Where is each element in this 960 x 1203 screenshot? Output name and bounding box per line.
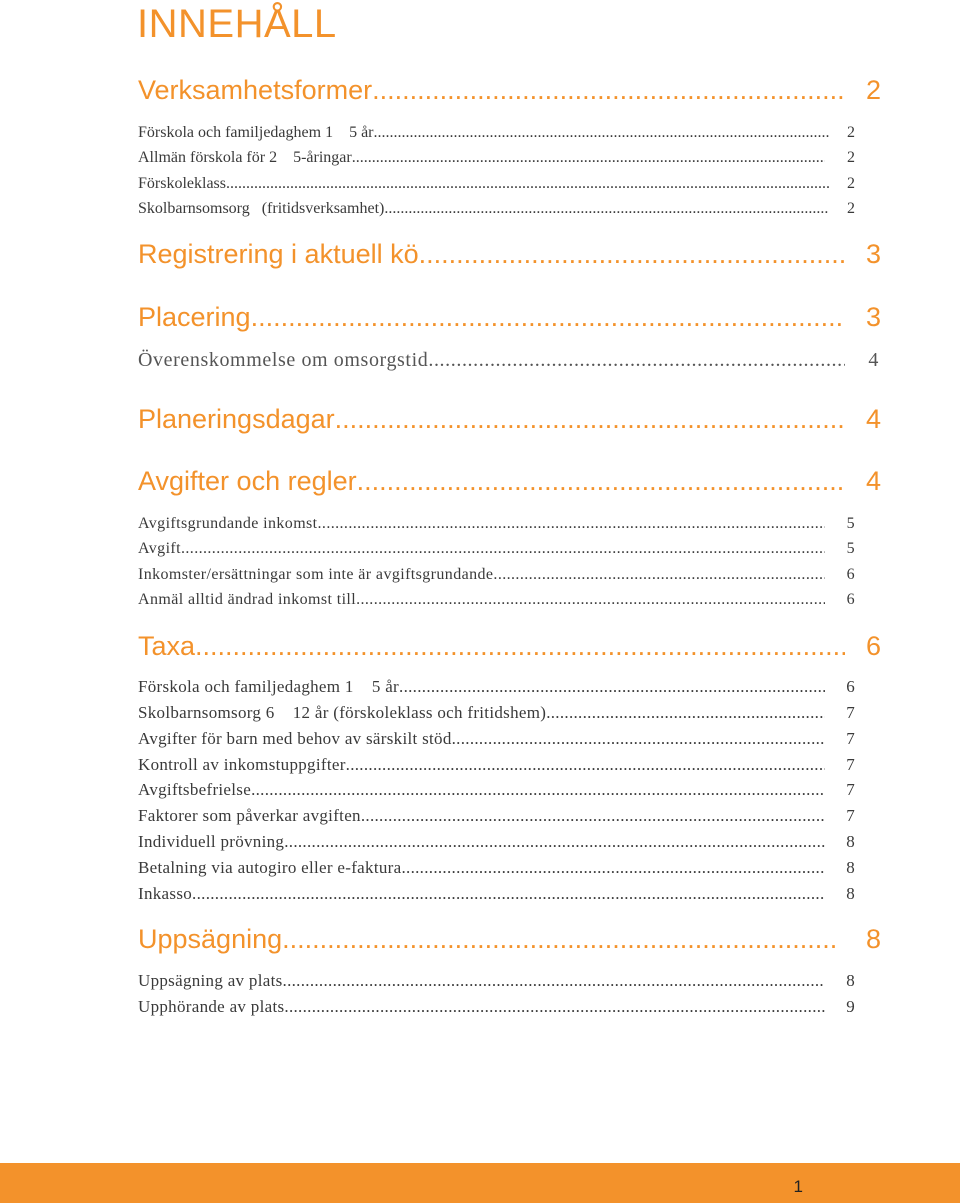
toc-page-number: 6 [846, 566, 855, 583]
toc-page-number: 8 [846, 832, 855, 851]
toc-leader [283, 971, 825, 991]
toc-leader [399, 677, 825, 697]
toc-label: Uppsägning av plats [138, 971, 283, 990]
toc-leader [251, 300, 845, 334]
toc-label: Kontroll av inkomstuppgifter [138, 755, 346, 774]
toc-label: Allmän förskola för 2 5-åringar [138, 149, 352, 166]
toc-label: Anmäl alltid ändrad inkomst till [138, 591, 357, 608]
toc-label: Verksamhetsformer [138, 75, 373, 105]
toc-label: Förskola och familjedaghem 1 5 år [138, 124, 374, 141]
toc-entry[interactable] [138, 703, 855, 723]
toc-label: Avgifter och regler [138, 466, 357, 496]
toc-page-number: 3 [865, 239, 881, 269]
toc-label: Avgiftsgrundande inkomst [138, 515, 318, 532]
toc-entry[interactable] [138, 755, 855, 775]
toc-entry[interactable] [138, 858, 855, 878]
toc-entry[interactable] [138, 199, 855, 219]
toc-page-number: 5 [846, 515, 855, 532]
toc-entry[interactable] [138, 832, 855, 852]
toc-page-number: 2 [847, 149, 855, 166]
toc-page-number: 7 [846, 729, 855, 748]
toc-page-number: 9 [846, 997, 855, 1016]
toc-leader [335, 402, 845, 436]
toc-page-number: 8 [846, 858, 855, 877]
toc-heading-planeringsdagar[interactable] [138, 402, 881, 436]
toc-leader [546, 703, 825, 723]
toc-entry[interactable] [138, 174, 855, 194]
toc-label: Inkomster/ersättningar som inte är avgiftsgrundande [138, 566, 494, 583]
toc-leader [192, 884, 825, 904]
toc-leader [361, 806, 825, 826]
toc-leader [226, 174, 829, 194]
toc-leader [401, 858, 825, 878]
toc-label: Faktorer som påverkar avgiften [138, 806, 361, 825]
toc-label: Överenskommelse om omsorgstid [138, 349, 429, 371]
toc-leader [282, 922, 837, 956]
toc-page-number: 2 [865, 75, 881, 105]
toc-entry[interactable] [138, 677, 855, 697]
toc-page-number: 7 [846, 755, 855, 774]
toc-heading-avgifter-och-regler[interactable] [138, 464, 881, 498]
toc-label: Förskoleklass [138, 175, 226, 192]
toc-leader [374, 123, 830, 143]
toc-entry[interactable] [138, 884, 855, 904]
toc-leader [195, 629, 845, 663]
toc-leader [452, 729, 825, 749]
toc-leader [356, 590, 825, 610]
toc-page-number: 8 [846, 884, 855, 903]
toc-entry[interactable] [138, 514, 855, 534]
toc-label: Uppsägning [138, 924, 283, 954]
toc-entry[interactable] [138, 806, 855, 826]
toc-entry[interactable] [138, 997, 855, 1017]
toc-entry[interactable] [138, 539, 855, 559]
toc-leader [318, 514, 825, 534]
toc-label: Avgift [138, 540, 181, 557]
toc-leader [352, 148, 825, 168]
toc-entry[interactable] [138, 348, 879, 372]
toc-leader [419, 237, 845, 271]
toc-leader [284, 997, 825, 1017]
toc-entry[interactable] [138, 729, 855, 749]
toc-entry[interactable] [138, 123, 855, 143]
toc-label: Upphörande av plats [138, 997, 285, 1016]
toc-leader [346, 755, 825, 775]
toc-label: Förskola och familjedaghem 1 5 år [138, 677, 400, 696]
toc-label: Avgiftsbefrielse [138, 780, 252, 799]
toc-leader [384, 199, 829, 219]
toc-page-number: 7 [846, 703, 855, 722]
toc-page-number: 6 [846, 677, 855, 696]
toc-leader [357, 464, 845, 498]
toc-leader [284, 832, 825, 852]
toc-page-number: 8 [846, 971, 855, 990]
toc-entry[interactable] [138, 148, 855, 168]
toc-entry[interactable] [138, 565, 855, 585]
toc-label: Taxa [138, 631, 196, 661]
footer-bar [0, 1163, 960, 1203]
toc-label: Individuell prövning [138, 832, 285, 851]
toc-leader [372, 73, 845, 107]
toc-page-number: 2 [847, 124, 855, 141]
toc-page-number: 3 [865, 302, 881, 332]
toc-label: Planeringsdagar [138, 404, 335, 434]
toc-leader [428, 348, 845, 372]
toc-label: Placering [138, 302, 251, 332]
toc-leader [493, 565, 825, 585]
toc-heading-registrering[interactable] [138, 237, 881, 271]
toc-page-number: 4 [868, 349, 879, 371]
toc-page-number: 7 [846, 806, 855, 825]
toc-page-number: 6 [846, 591, 855, 608]
toc-label: Betalning via autogiro eller e-faktura [138, 858, 402, 877]
toc-page-number: 8 [865, 924, 881, 954]
toc-label: Inkasso [138, 884, 193, 903]
toc-leader [251, 780, 825, 800]
toc-label: Skolbarnsomsorg (fritidsverksamhet) [138, 200, 385, 217]
toc-entry[interactable] [138, 590, 855, 610]
toc-heading-uppsagning[interactable] [138, 922, 881, 956]
toc-label: Skolbarnsomsorg 6 12 år (förskoleklass och fritidshem) [138, 703, 547, 722]
toc-heading-placering[interactable] [138, 300, 881, 334]
page-title: INNEHÅLL [137, 2, 337, 46]
toc-page-number: 4 [865, 404, 881, 434]
toc-page-number: 4 [865, 466, 881, 496]
toc-page-number: 5 [846, 540, 855, 557]
toc-page-number: 2 [847, 175, 855, 192]
toc-heading-verksamhetsformer[interactable] [138, 73, 881, 107]
toc-page-number: 2 [847, 200, 855, 217]
toc-entry[interactable] [138, 780, 855, 800]
toc-page-number: 6 [865, 631, 881, 661]
toc-label: Registrering i aktuell kö [138, 239, 419, 269]
toc-entry[interactable] [138, 971, 855, 991]
page-number: 1 [793, 1177, 803, 1196]
toc-heading-taxa[interactable] [138, 629, 881, 663]
toc-page-number: 7 [846, 780, 855, 799]
toc-label: Avgifter för barn med behov av särskilt stöd [138, 729, 452, 748]
toc-leader [181, 539, 825, 559]
